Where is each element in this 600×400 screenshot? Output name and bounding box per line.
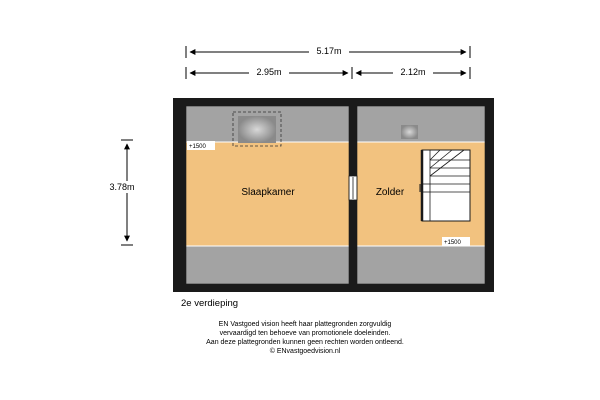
svg-text:+1500: +1500: [189, 144, 206, 150]
slope-zone-left-bottom: [186, 246, 349, 284]
right-width-label: 2.12m: [400, 67, 426, 77]
room-label-zolder: Zolder: [375, 187, 405, 198]
room-label-slaapkamer: Slaapkamer: [241, 187, 295, 198]
dimension-depth: [104, 140, 140, 245]
depth-label: 3.78m: [109, 182, 135, 192]
total-width-label: 5.17m: [316, 46, 342, 56]
staircase: [420, 150, 470, 221]
slope-zone-right-top: [357, 106, 485, 142]
slope-zone-right-bottom: [357, 246, 485, 284]
svg-text:+1500: +1500: [444, 240, 461, 246]
height-marker-right: [442, 237, 470, 246]
disclaimer-line: Aan deze plattegronden kunnen geen rechten worden ontleend.: [206, 339, 404, 346]
disclaimer-text: [155, 320, 455, 356]
door-opening: [349, 176, 357, 200]
skylight-window-right: [401, 125, 418, 139]
dimension-right-width: [356, 66, 470, 79]
skylight-window-left: [233, 112, 281, 146]
left-width-label: 2.95m: [256, 67, 282, 77]
disclaimer-line: © ENvastgoedvision.nl: [269, 348, 341, 355]
dimension-total-width: [186, 44, 470, 58]
disclaimer-line: EN Vastgoed vision heeft haar plattegronden zorgvuldig: [218, 321, 392, 328]
dimension-left-width: [186, 66, 352, 79]
floor-level-label: 2e verdieping: [181, 298, 239, 309]
disclaimer-line: vervaardigd ten behoeve van promotionele doeleinden.: [219, 330, 391, 337]
height-marker-left: [187, 141, 215, 150]
